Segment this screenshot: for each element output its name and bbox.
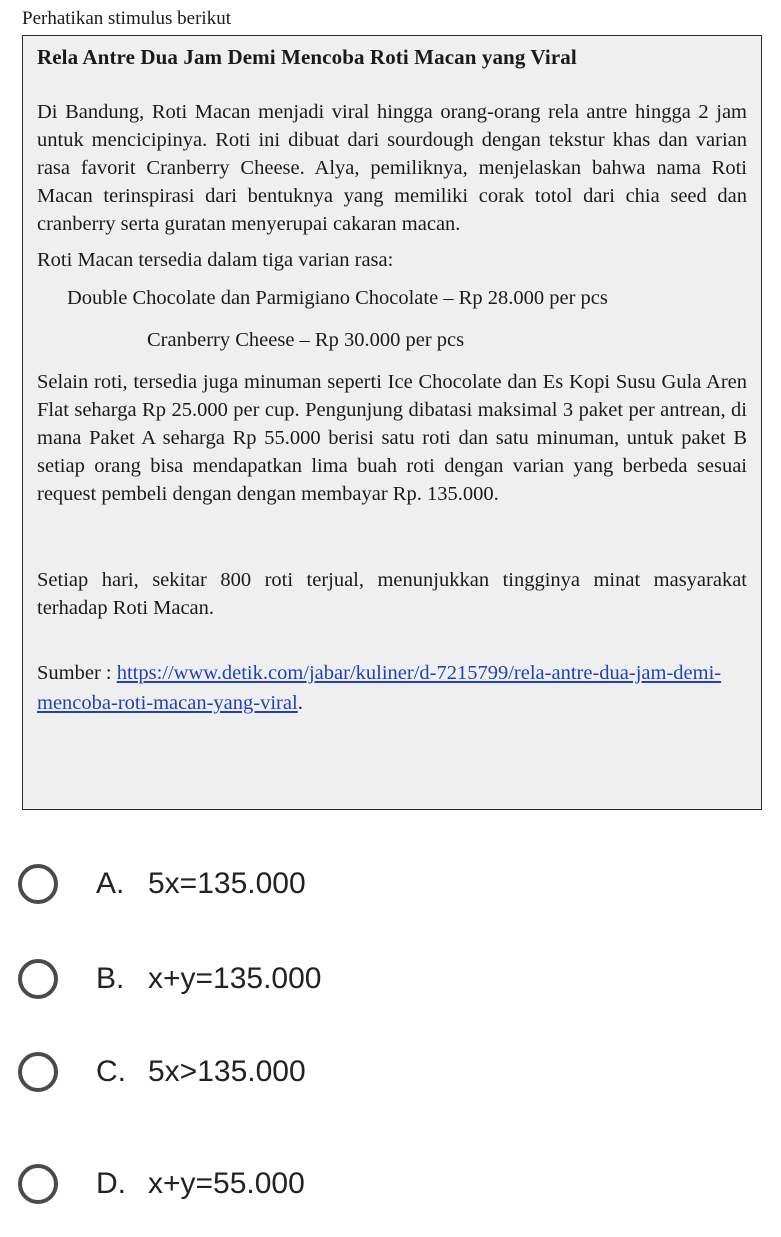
option-letter: B. [96,962,125,995]
variant-list-intro: Roti Macan tersedia dalam tiga varian rasa: [37,249,394,271]
variant-item-1: Double Chocolate dan Parmigiano Chocolate – Rp 28.000 per pcs [67,287,608,309]
option-text: 5x=135.000 [148,867,306,900]
stimulus-intro: Perhatikan stimulus berikut [22,8,231,29]
source-label: Sumber : [37,662,117,684]
option-letter: C. [96,1055,126,1088]
radio-circle-icon[interactable] [18,959,58,999]
article-paragraph-3: Selain roti, tersedia juga minuman seperti Ice Chocolate dan Es Kopi Susu Gula Aren Flat seharga Rp 25.000 per cup. Pengunjung dibatasi maksimal 3 paket per antrean, di mana Paket A seharga Rp 55.000 berisi satu roti dan satu minuman, untuk paket B setiap orang bisa mendapatkan lima buah roti dengan varian yang berbeda sesuai request pembeli dengan dengan membayar Rp. 135.000. [37,371,747,505]
option-c[interactable] [18,1047,306,1097]
variant-item-2: Cranberry Cheese – Rp 30.000 per pcs [147,329,465,351]
radio-circle-icon[interactable] [18,1052,58,1092]
article-title: Rela Antre Dua Jam Demi Mencoba Roti Macan yang Viral [37,45,577,69]
option-b[interactable] [18,954,321,1004]
option-d[interactable] [18,1159,305,1209]
option-letter: D. [96,1167,126,1200]
source-end: . [297,692,303,714]
article-paragraph-1: Di Bandung, Roti Macan menjadi viral hingga orang-orang rela antre hingga 2 jam untuk mencicipinya. Roti ini dibuat dari sourdough dengan tekstur khas dan varian rasa favorit Cranberry Cheese. Alya, pemiliknya, menjelaskan bahwa nama Roti Macan terinspirasi dari bentuknya yang memiliki corak totol dari chia seed dan cranberry serta guratan menyerupai cakaran macan. [37,101,747,235]
radio-circle-icon[interactable] [18,1164,58,1204]
radio-circle-icon[interactable] [18,864,58,904]
article-paragraph-4: Setiap hari, sekitar 800 roti terjual, menunjukkan tingginya minat masyarakat terhadap Roti Macan. [37,569,747,619]
option-text: x+y=135.000 [148,962,322,995]
option-letter: A. [96,867,125,900]
option-text: x+y=55.000 [148,1167,305,1200]
option-a[interactable] [18,859,306,909]
source-link[interactable]: https://www.detik.com/jabar/kuliner/d-7215799/rela-antre-dua-jam-demi-mencoba-roti-macan-yang-viral [37,662,722,714]
source-line [37,658,747,718]
option-text: 5x>135.000 [148,1055,306,1088]
stimulus-box [22,35,762,810]
